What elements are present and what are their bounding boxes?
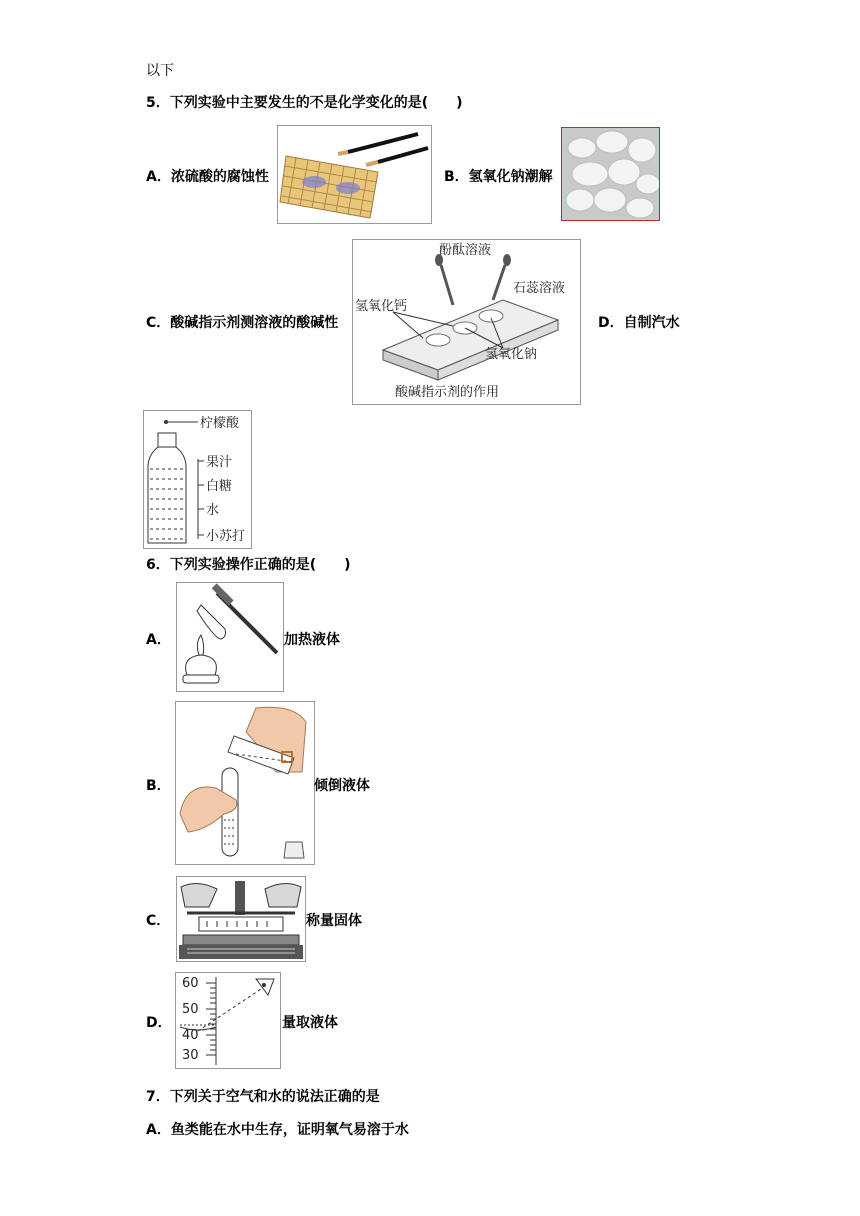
- q6-figure-c-weighing-solid: [176, 876, 306, 962]
- label-calcium-hydroxide: 氢氧化钙: [355, 299, 408, 314]
- q6-figure-d-measuring-cylinder: [175, 972, 281, 1069]
- q7-option-a: A．鱼类能在水中生存，证明氧气易溶于水: [146, 1122, 409, 1138]
- label-juice: 果汁: [206, 455, 233, 470]
- q6-option-c-text: 称量固体: [306, 913, 362, 929]
- cylinder-tick-40: 40: [182, 1028, 199, 1043]
- q6-option-b-letter: B．: [146, 778, 171, 794]
- cylinder-tick-50: 50: [182, 1002, 199, 1017]
- q6-option-c-letter: C．: [146, 913, 171, 929]
- intro-text: 以下: [146, 63, 174, 79]
- q6-figure-a-heating-liquid: [176, 582, 284, 692]
- q5-option-d: D．自制汽水: [598, 315, 680, 331]
- label-baking-soda: 小苏打: [206, 529, 246, 544]
- q5-option-c: C．酸碱指示剂测溶液的酸碱性: [146, 315, 339, 331]
- figure-caption: 酸碱指示剂的作用: [395, 385, 500, 400]
- q5-option-b: B．氢氧化钠潮解: [444, 169, 553, 185]
- q5-figure-d-soda-bottle: [143, 410, 252, 549]
- cylinder-tick-60: 60: [182, 976, 199, 991]
- q6-option-d-text: 量取液体: [282, 1015, 338, 1031]
- label-litmus: 石蕊溶液: [513, 281, 566, 296]
- q6-option-b-text: 倾倒液体: [314, 778, 370, 794]
- label-citric-acid: 柠檬酸: [200, 416, 240, 431]
- q5-figure-c-indicator: [352, 239, 581, 405]
- q7-stem: 7．下列关于空气和水的说法正确的是: [146, 1089, 380, 1105]
- q5-stem: 5．下列实验中主要发生的不是化学变化的是( ): [146, 95, 463, 111]
- label-sugar: 白糖: [206, 479, 233, 494]
- q6-stem: 6．下列实验操作正确的是( ): [146, 557, 351, 573]
- cylinder-tick-30: 30: [182, 1048, 199, 1063]
- label-phenolphthalein: 酚酞溶液: [439, 243, 492, 258]
- q6-option-d-letter: D．: [146, 1015, 172, 1031]
- q5-figure-a-acid-on-paper: [277, 125, 432, 224]
- q5-option-a: A．浓硫酸的腐蚀性: [146, 169, 269, 185]
- q6-option-a-letter: A．: [146, 632, 171, 648]
- q6-option-a-text: 加热液体: [284, 632, 340, 648]
- label-sodium-hydroxide: 氢氧化钠: [485, 347, 538, 362]
- label-water: 水: [206, 503, 220, 518]
- q5-figure-b-naoh-flakes: [561, 127, 660, 221]
- q6-figure-b-pouring-liquid: [175, 701, 315, 865]
